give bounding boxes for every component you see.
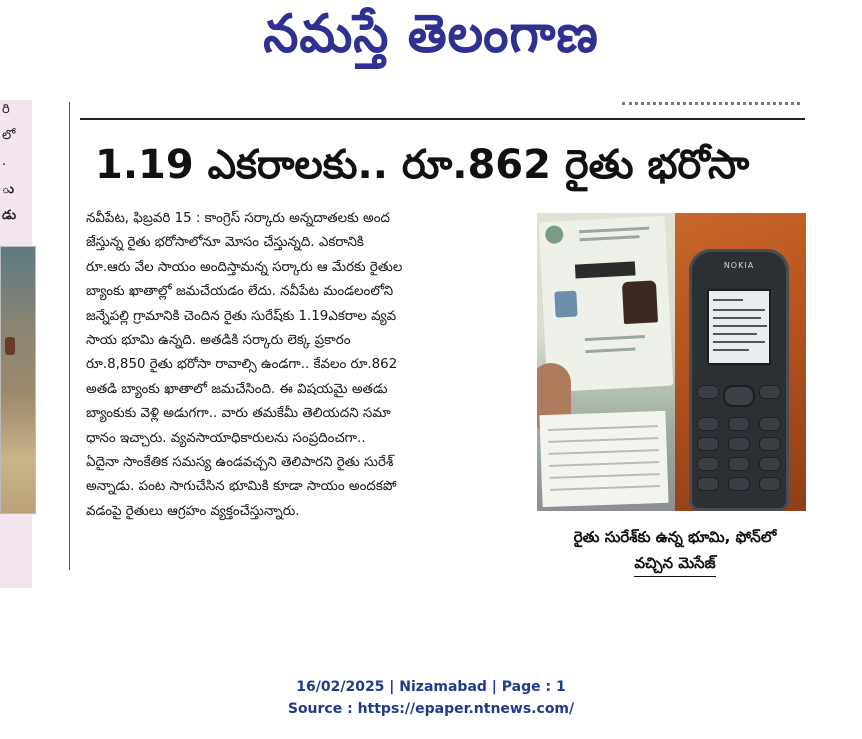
left-neighbor-photo [0,246,36,514]
page-footer [0,676,862,720]
headline-rule [80,118,805,120]
article-line: జన్నేపల్లి గ్రామానికి చెందిన రైతు సురేష్‌కు 1.19ఎకరాల వ్యవ [86,308,397,324]
masthead [0,0,862,80]
phone-message-photo [675,213,806,511]
caption-line: వచ్చిన మెసేజ్ [634,550,715,577]
top-fragment [622,97,800,105]
article-line: అన్నాడు. పంట సాగుచేసిన భూమికి కూడా సాయం అందకపో [86,479,397,495]
article-line: బ్యాంకు ఖాతాల్లో జమచేయడం లేదు. నవీపేట మండలంలోని [86,284,394,300]
phone [689,249,789,511]
footer-date-edition: 16/02/2025 | Nizamabad | Page : 1 [296,679,566,695]
land-record-sheet [539,411,668,507]
article-line: సాయ భూమి ఉన్నది. అతడికి సర్కారు లెక్క ప్రకారం [86,333,351,349]
left-fragment: రి [2,102,10,117]
phone-brand: NOKIA [723,261,755,270]
left-fragment: లో [2,128,16,143]
dpad [723,385,755,407]
article-line: బ్యాంకుకు వెళ్లి అడుగగా.. వారు తమకేమీ తెలియదని సమా [86,406,391,422]
newspaper-logo: నమస్తే తెలంగాణ [263,2,599,64]
column-divider [69,102,70,570]
article-line: రూ.8,850 రైతు భరోసా రావాల్సి ఉండగా.. కేవలం రూ.862 [86,357,398,373]
avatar [554,291,577,318]
left-fragment: . [2,154,7,169]
photo-caption [540,524,810,577]
phone-screen [707,289,771,365]
article-line: రూ.ఆరు వేల సాయం అందిస్తామన్న సర్కారు ఆ మేరకు రైతుల [86,259,403,275]
caption-line: రైతు సురేశ్‌కు ఉన్న భూమి, ఫోన్‌లో [573,528,777,546]
article-line: ధానం ఇచ్చారు. వ్యవసాయాధికారులను సంప్రదించగా.. [86,430,366,446]
emblem-icon [545,225,564,244]
article-line: అతడి బ్యాంకు ఖాతాలో జమచేసింది. ఈ విషయమై అతడు [86,381,388,397]
left-fragment: డు [2,208,17,223]
left-fragment: ు [2,182,15,197]
article-line: జేస్తున్న రైతు భరోసాలోనూ మోసం చేస్తున్నది. ఎకరానికి [86,235,364,251]
article-line: ఏదైనా సాంకేతిక సమస్య ఉండవచ్చని తెలిపారని రైతు సురేశ్ [86,455,394,471]
article-line: నవీపేట, ఫిబ్రవరి 15 : కాంగ్రెస్ సర్కారు అన్నదాతలకు అంద [86,211,390,226]
article-line: వడంపై రైతులు ఆగ్రహం వ్యక్తంచేస్తున్నారు. [86,503,300,519]
footer-source: Source : https://epaper.ntnews.com/ [287,701,575,717]
portrait-photo [622,280,658,324]
land-document-photo [537,213,675,511]
redacted-bar [575,261,636,278]
article-headline: 1.19 ఎకరాలకు.. రూ.862 రైతు భరోసా [95,142,750,188]
article-body [86,207,522,524]
article-photo [537,213,806,511]
